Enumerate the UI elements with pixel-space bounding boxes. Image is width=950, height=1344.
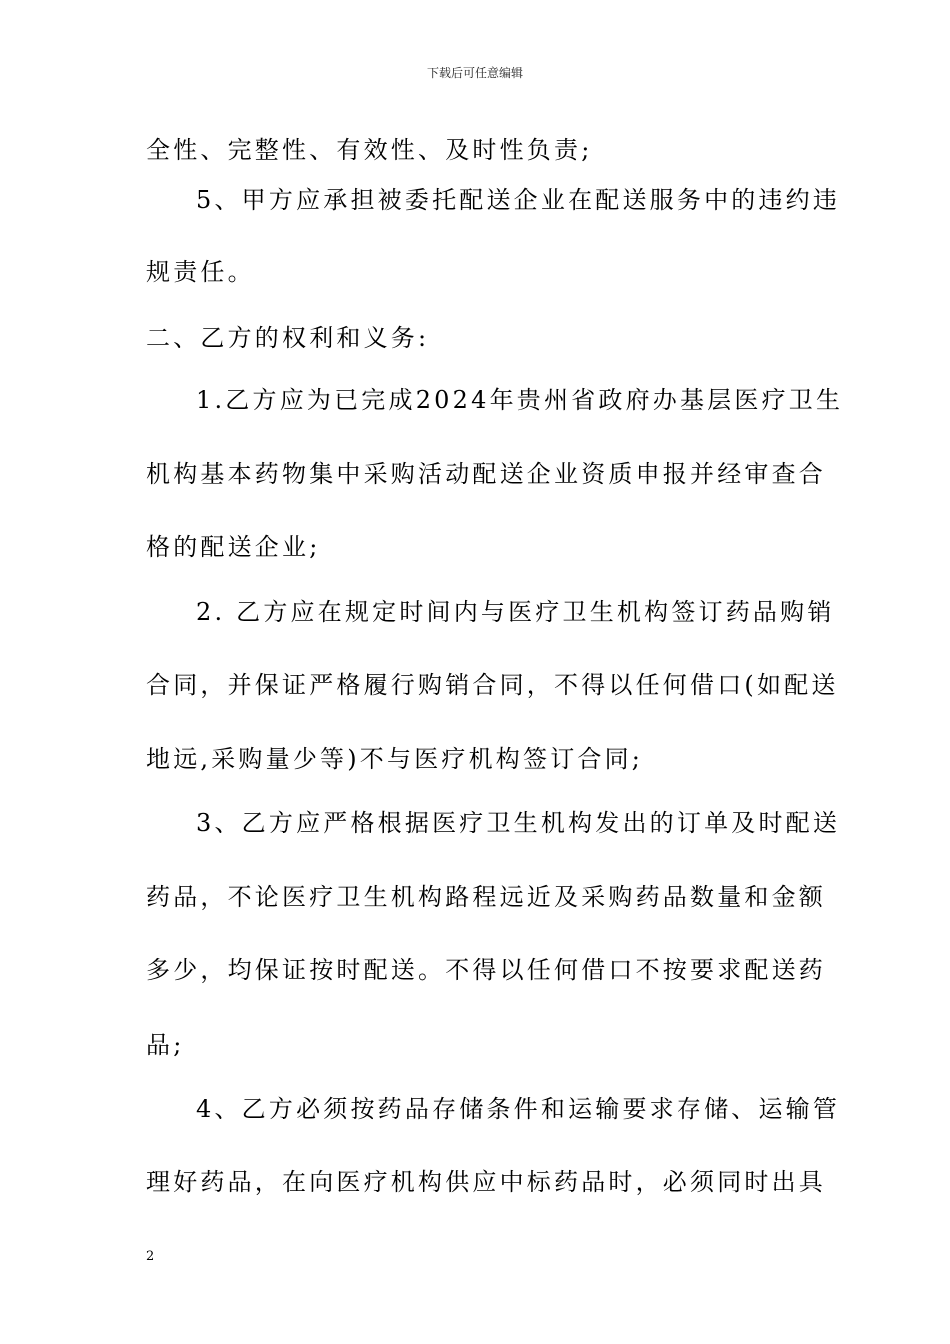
- section-heading: 二、乙方的权利和义务:: [146, 324, 430, 352]
- text-line-15: 4、乙方必须按药品存储条件和运输要求存储、运输管: [196, 1095, 841, 1123]
- text-line-16: 理好药品，在向医疗机构供应中标药品时，必须同时出具: [146, 1168, 826, 1196]
- text-line-12: 药品，不论医疗卫生机构路程远近及采购药品数量和金额: [146, 883, 826, 911]
- text-line-7: 格的配送企业;: [146, 533, 321, 561]
- text-line-10: 地远,采购量少等)不与医疗机构签订合同;: [146, 745, 644, 773]
- page-header: 下载后可任意编辑: [426, 66, 523, 80]
- text-line-14: 品;: [146, 1031, 185, 1059]
- page-number: 2: [146, 1249, 155, 1264]
- text-line-1: 全性、完整性、有效性、及时性负责;: [146, 136, 593, 164]
- text-line-5: 1.乙方应为已完成2024年贵州省政府办基层医疗卫生: [196, 386, 844, 414]
- text-line-11: 3、乙方应严格根据医疗卫生机构发出的订单及时配送: [196, 809, 841, 837]
- text-line-13: 多少，均保证按时配送。不得以任何借口不按要求配送药: [146, 956, 826, 984]
- text-line-6: 机构基本药物集中采购活动配送企业资质申报并经审查合: [146, 460, 826, 488]
- text-line-3: 规责任。: [146, 258, 255, 286]
- text-line-2: 5、甲方应承担被委托配送企业在配送服务中的违约违: [196, 186, 841, 214]
- text-line-9: 合同，并保证严格履行购销合同，不得以任何借口(如配送: [146, 671, 839, 699]
- text-line-8: 2. 乙方应在规定时间内与医疗卫生机构签订药品购销: [196, 598, 835, 626]
